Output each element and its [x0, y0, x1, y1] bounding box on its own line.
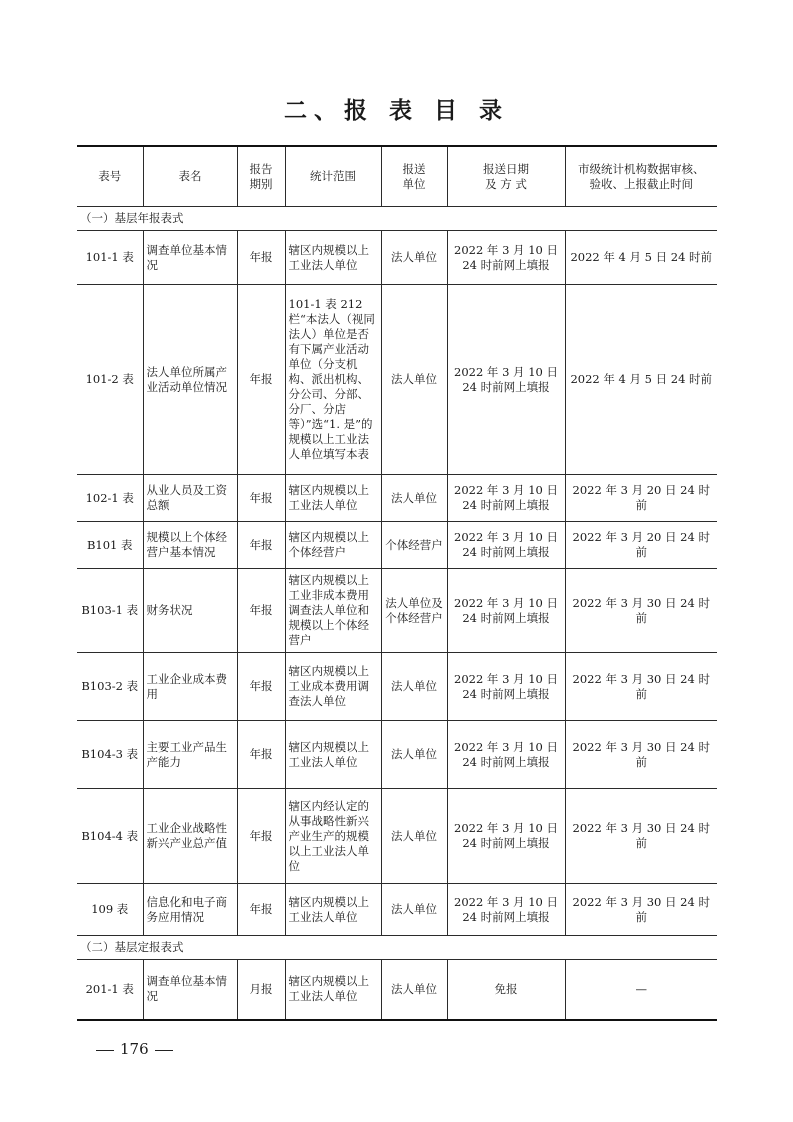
- report-name-cell: 规模以上个体经营户基本情况: [143, 522, 237, 569]
- submission-date-cell: 2022 年 3 月 10 日 24 时前网上填报: [447, 285, 565, 475]
- reporting-unit-cell: 法人单位: [381, 721, 447, 789]
- report-scope-cell: 辖区内规模以上工业法人单位: [285, 721, 381, 789]
- report-scope-cell: 辖区内规模以上工业法人单位: [285, 231, 381, 285]
- section-row: [77, 936, 717, 960]
- report-name-cell: 信息化和电子商务应用情况: [143, 884, 237, 936]
- section-label: （一）基层年报表式: [77, 207, 717, 231]
- deadline-cell: 2022 年 4 月 5 日 24 时前: [565, 231, 717, 285]
- deadline-cell: 2022 年 3 月 30 日 24 时前: [565, 569, 717, 653]
- report-scope-cell: 辖区内规模以上工业法人单位: [285, 960, 381, 1020]
- report-code-cell: B103-2 表: [77, 653, 143, 721]
- table-row: [77, 789, 717, 884]
- column-header: 表号: [77, 146, 143, 207]
- table-row: [77, 285, 717, 475]
- reporting-unit-cell: 法人单位: [381, 231, 447, 285]
- report-scope-cell: 辖区内规模以上工业成本费用调查法人单位: [285, 653, 381, 721]
- deadline-cell: 2022 年 3 月 30 日 24 时前: [565, 721, 717, 789]
- table-row: [77, 884, 717, 936]
- report-code-cell: B101 表: [77, 522, 143, 569]
- report-scope-cell: 辖区内规模以上工业非成本费用调查法人单位和规模以上个体经营户: [285, 569, 381, 653]
- deadline-cell: 2022 年 3 月 20 日 24 时前: [565, 522, 717, 569]
- table-row: [77, 721, 717, 789]
- footer-dash-right: [155, 1050, 173, 1051]
- deadline-cell: 2022 年 3 月 30 日 24 时前: [565, 653, 717, 721]
- submission-date-cell: 2022 年 3 月 10 日 24 时前网上填报: [447, 231, 565, 285]
- report-code-cell: B103-1 表: [77, 569, 143, 653]
- deadline-cell: 2022 年 4 月 5 日 24 时前: [565, 285, 717, 475]
- report-period-cell: 年报: [237, 721, 285, 789]
- report-scope-cell: 辖区内规模以上个体经营户: [285, 522, 381, 569]
- column-header: 市级统计机构数据审核、 验收、上报截止时间: [565, 146, 717, 207]
- reporting-unit-cell: 法人单位: [381, 285, 447, 475]
- report-name-cell: 工业企业战略性新兴产业总产值: [143, 789, 237, 884]
- report-name-cell: 调查单位基本情况: [143, 960, 237, 1020]
- report-period-cell: 年报: [237, 522, 285, 569]
- table-row: [77, 960, 717, 1020]
- submission-date-cell: 2022 年 3 月 10 日 24 时前网上填报: [447, 522, 565, 569]
- report-period-cell: 月报: [237, 960, 285, 1020]
- deadline-cell: 2022 年 3 月 20 日 24 时前: [565, 475, 717, 522]
- table-row: [77, 522, 717, 569]
- reporting-unit-cell: 个体经营户: [381, 522, 447, 569]
- report-name-cell: 调查单位基本情况: [143, 231, 237, 285]
- reporting-unit-cell: 法人单位: [381, 789, 447, 884]
- report-period-cell: 年报: [237, 231, 285, 285]
- page-title: 二、报 表 目 录: [283, 98, 510, 124]
- table-row: [77, 653, 717, 721]
- footer-dash-left: [96, 1050, 114, 1051]
- report-code-cell: 109 表: [77, 884, 143, 936]
- submission-date-cell: 2022 年 3 月 10 日 24 时前网上填报: [447, 721, 565, 789]
- report-code-cell: 201-1 表: [77, 960, 143, 1020]
- table-row: [77, 569, 717, 653]
- report-scope-cell: 辖区内经认定的从事战略性新兴产业生产的规模以上工业法人单位: [285, 789, 381, 884]
- deadline-cell: —: [565, 960, 717, 1020]
- report-code-cell: 101-2 表: [77, 285, 143, 475]
- report-period-cell: 年报: [237, 884, 285, 936]
- report-catalog-table: [77, 145, 717, 1021]
- reporting-unit-cell: 法人单位: [381, 884, 447, 936]
- reporting-unit-cell: 法人单位: [381, 960, 447, 1020]
- submission-date-cell: 2022 年 3 月 10 日 24 时前网上填报: [447, 475, 565, 522]
- submission-date-cell: 2022 年 3 月 10 日 24 时前网上填报: [447, 569, 565, 653]
- report-code-cell: 101-1 表: [77, 231, 143, 285]
- report-name-cell: 工业企业成本费用: [143, 653, 237, 721]
- report-period-cell: 年报: [237, 475, 285, 522]
- submission-date-cell: 免报: [447, 960, 565, 1020]
- report-period-cell: 年报: [237, 789, 285, 884]
- column-header: 统计范围: [285, 146, 381, 207]
- report-name-cell: 主要工业产品生产能力: [143, 721, 237, 789]
- submission-date-cell: 2022 年 3 月 10 日 24 时前网上填报: [447, 653, 565, 721]
- reporting-unit-cell: 法人单位: [381, 475, 447, 522]
- column-header: 报送日期 及 方 式: [447, 146, 565, 207]
- column-header: 报送 单位: [381, 146, 447, 207]
- page-footer: [90, 1040, 179, 1058]
- report-scope-cell: 辖区内规模以上工业法人单位: [285, 475, 381, 522]
- report-period-cell: 年报: [237, 285, 285, 475]
- deadline-cell: 2022 年 3 月 30 日 24 时前: [565, 789, 717, 884]
- column-header: 表名: [143, 146, 237, 207]
- submission-date-cell: 2022 年 3 月 10 日 24 时前网上填报: [447, 789, 565, 884]
- deadline-cell: 2022 年 3 月 30 日 24 时前: [565, 884, 717, 936]
- report-name-cell: 法人单位所属产业活动单位情况: [143, 285, 237, 475]
- reporting-unit-cell: 法人单位及个体经营户: [381, 569, 447, 653]
- table-row: [77, 475, 717, 522]
- page-number: 176: [120, 1040, 149, 1058]
- section-label: （二）基层定报表式: [77, 936, 717, 960]
- section-row: [77, 207, 717, 231]
- report-period-cell: 年报: [237, 653, 285, 721]
- report-code-cell: B104-3 表: [77, 721, 143, 789]
- report-scope-cell: 辖区内规模以上工业法人单位: [285, 884, 381, 936]
- table-row: [77, 231, 717, 285]
- reporting-unit-cell: 法人单位: [381, 653, 447, 721]
- table-header-row: [77, 146, 717, 207]
- column-header: 报告 期别: [237, 146, 285, 207]
- report-period-cell: 年报: [237, 569, 285, 653]
- report-name-cell: 从业人员及工资总额: [143, 475, 237, 522]
- report-name-cell: 财务状况: [143, 569, 237, 653]
- report-scope-cell: 101-1 表 212 栏“本法人（视同法人）单位是否有下属产业活动单位（分支机构、派出机构、分公司、分部、分厂、分店等）”选“1. 是”的规模以上工业法人单位填写本表: [285, 285, 381, 475]
- report-code-cell: 102-1 表: [77, 475, 143, 522]
- report-code-cell: B104-4 表: [77, 789, 143, 884]
- submission-date-cell: 2022 年 3 月 10 日 24 时前网上填报: [447, 884, 565, 936]
